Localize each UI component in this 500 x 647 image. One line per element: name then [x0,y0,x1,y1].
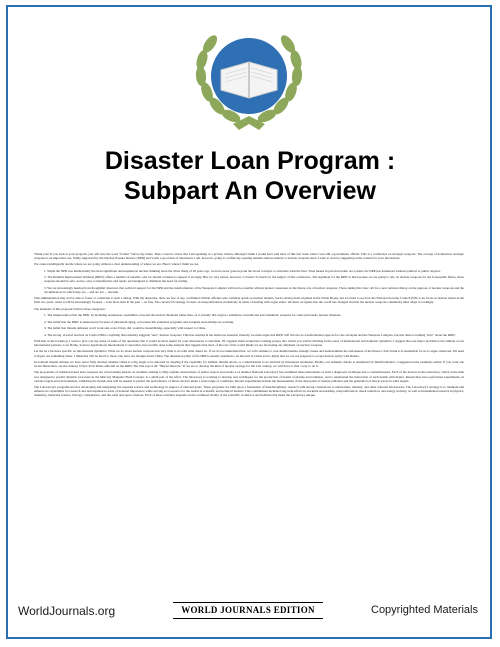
paragraph-4: Let me be a bit more specific on international dynamics. What we do about nuclear weapons has very little to do with what others do. If we do not understand that, we will continue to over-intellectualize strategic issues and underestimate the seriousness of the threat. I don't think it is sustainable for us to argue otherwise. We need to figure out something better. I think this will be hard for those who have not thought about China. The dissuasion pillar of the NPR is usually assumed to be directed at China and to imply that we are not prepared to accept nuclear parity with Russia. [34,349,464,358]
paragraph-2: This administration may not be able to foster or contribute to such a dialog. With my departure, there are few, if any, confirmed civilian officials who routinely speak on nuclear matters. Such a dialog must originate in the White House, but it is hard to see how the National Security Council (NSC) can focus on nuclear issues in the final two years, when it will be increasingly focused -- even more than in the past -- on Iraq. The current US strategy focuses on nonproliferation exclusively in terms of dealing with rogue states. We must recognize that the world has changed and that the nuclear weapons community must adapt accordingly. [34,296,464,305]
laurel-book-icon [185,20,313,140]
list-item: 4. The strong, visceral reaction on Capitol Hill to anything that remotely suggests "new" nuclear weapons. This has resulted in the ludicrous situation whereby we must argue that RRW will involve no transformation approach to the stockpile and the Weapons Complex, but that there is nothing "new" about the RRW. [44,332,456,337]
footer [8,596,490,628]
page-title [0,146,500,206]
lead-paragraph-1: We cannot intelligently decide where we are going without a clear understanding of where we are. Here's where I think we are. [34,262,200,267]
list-item: 2. The belief that the RRW is unnecessary because of plutonium aging, or because life extension programs and stockpile stewardship are working. [44,319,234,324]
title-line-1: Disaster Loan Program : [104,147,396,175]
publisher-link[interactable]: WorldJournals.org [18,604,116,618]
intro-paragraph: Thank you! If you look at your program, you will note the word "former" before my name. Thus, I need to stress that I am speaking as a private citizen, although I think I would have said most of this last week when I was still a government official. This is a conference on strategic weapons. The concept of nonnuclear strategic weapons is an important one, firmly supported by the Nuclear Posture Review (NPR) and worth a good deal of discussion. I am, however, going to confine my opening remarks almost entirely to nuclear weapons since I want to start by suggesting some context for your discussions. [34,252,464,261]
list-item: 1. The misperception that the NPR, by including nonnuclear capabilities, lowered the nuclear threshold rather than, as it actually did, begin to substitute conventional and nonkinetic weapons for some previously nuclear missions. [44,313,342,318]
list-item: 3. We are increasingly hearing from thoughtful observers that political support for the NPR and the transformation of the Weapons Complex will not be possible without greater consensus on the future role of nuclear weapons. Those taking this view call for a new national dialog on the purpose of nuclear weapons and the circumstances in which they are -- and are not -- relevant. [44,285,464,294]
document-body [34,252,464,582]
paragraph-5: In national missile defense we have never fully decided whether China is a big target to be deterred by denying it the capability for ballistic missile attack, or a small Russia to be deterred by threatened retaliation. Finally, our domestic debate is dominated by misinformation. I suggested some examples earlier. If you want one recent illustration, see the January 6 New York Times editorial on the RRW. The title says it all: "Buyers Beware." If we are to develop the kind of nuclear strategy for the 21st century, we will have to find a way to do it. [34,359,464,369]
list-item: 3. The belief that missile defenses won't work and, even if they did, would be destabilizing, especially with respect to China. [44,326,206,331]
lead-paragraph-2: The elements of this proposal fall into three categories: [34,306,106,311]
paragraph-7: The Laboratory's programs involve developing and integrating the required science and technology in support of national goals. These programs are built upon a foundation of interdisciplinary research with strong connections to universities, industry, and other national laboratories. The Laboratory's strategy is to maintain and enhance its capabilities for research and development in areas of national importance while serving as a resource for the nation in scientific and technical matters. This commitment includes long-term efforts in stockpile stewardship, nonproliferation, threat reduction, and energy security, as well as fundamental research in physics, chemistry, materials science, biology, computation, and the earth and space sciences. Each of these activities depends on the continued vitality of the scientific workforce and facilities that make the Laboratory unique. [34,384,464,398]
copyright-label: Copyrighted Materials [371,604,478,616]
edition-label: WORLD JOURNALS EDITION [173,602,323,619]
list-item: 2. The Reliable Replacement Warhead (RRW) offers a number of benefits, and we should continue to support it strongly. But, by very nature, however, it doesn't do much for the subject of this conference. The argument for the RRW is that because we are going to rely on nuclear weapons for the foreseeable future, those weapons should be safe, secure, easy to manufacture and repair, and designed to eliminate the need for testing. [44,275,464,284]
list-item: 1. While the NPR was intellectually the most significant development in nuclear thinking since the Sloss Study of 20 years ago, we have never gone beyond the broad concepts to articulate what the New Triad means in practical terms. As a result, the NPR has foundered without political or public support. [44,268,441,273]
paragraph-3: With that as the backdrop, I want to give you my sense of some of the questions that it would be most useful for your discussions to elucidate. I'll organize them around the working groups into which you will be dividing in the areas of international and domestic dynamics, I suggest that one major problem is the attitude of our international partners. Law Dome, Science Applications International Corporation, has recently done some analysis that suggests that most of the rest of the world thinks we are increasing our emphasis on nuclear weapons. [34,339,464,348]
title-line-2: Subpart An Overview [124,177,376,205]
paragraph-6: The proponents of radiation-based laser weapons are of increasing interest as scientists attempt to fully explain observations of stellar objects and events. Los Alamos National Laboratory has examined these phenomena as both a diagnostic technique and a countermeasure. Each of the devices in the laboratory, which at the time was designed to predict dynamic processes in the Mercury Magnetic Field Concept, is a small part of the effort. The laboratory is working to develop new techniques for the production of beams of plasma and radiation, and to understand the interaction of such beams with matter. Researchers have performed experiments on various targets and environments, validating the models that will be needed to predict the performance of future devices under a wide range of conditions. Recent experiments include the measurement of the absorption of intense radiation and the generation of shock waves in solid targets. [34,370,464,383]
